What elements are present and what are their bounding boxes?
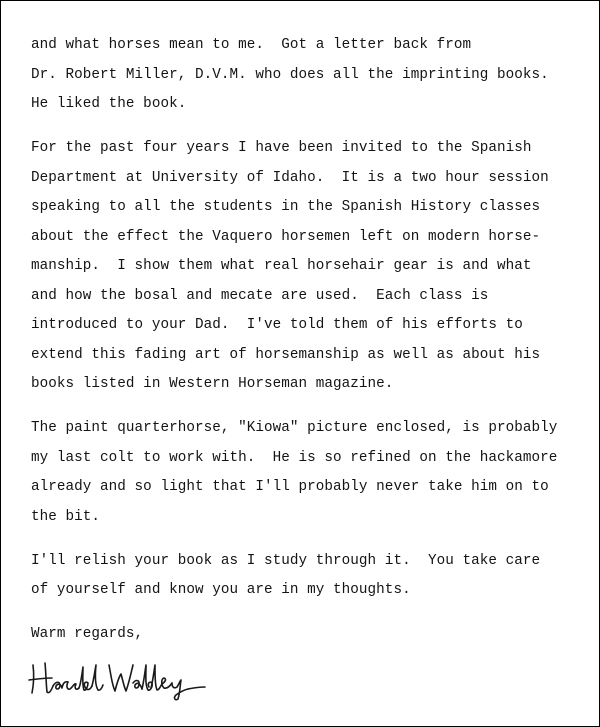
text-line: For the past four years I have been invited to the Spanish (31, 140, 532, 156)
text-line: already and so light that I'll probably never take him on to (31, 479, 549, 495)
text-line: the bit. (31, 508, 101, 525)
paragraph (31, 31, 591, 120)
paragraph (31, 414, 591, 532)
text-line: introduced to your Dad. I've told them of his efforts to (31, 317, 523, 333)
text-line: speaking to all the students in the Spanish History classes (31, 199, 541, 215)
text-line: Department at University of Idaho. It is a two hour session (31, 169, 549, 186)
text-line: Dr. Robert Miller, D.V.M. who does all the imprinting books. (31, 66, 549, 83)
text-line: He liked the book. (31, 96, 187, 112)
text-line: I'll relish your book as I study through it. You take care (31, 552, 541, 569)
text-line: and how the bosal and mecate are used. Each class is (31, 287, 489, 304)
text-line: of yourself and know you are in my thoughts. (31, 582, 411, 598)
text-line: The paint quarterhorse, "Kiowa" picture enclosed, is probably (31, 420, 558, 436)
text-line: extend this fading art of horsemanship as well as about his (31, 346, 541, 363)
text-line: manship. I show them what real horsehair gear is and what (31, 258, 532, 274)
text-line: about the effect the Vaquero horsemen left on modern horse- (31, 228, 541, 245)
paragraph (31, 547, 591, 606)
letter-body (31, 31, 591, 650)
closing-line: Warm regards, (31, 626, 144, 642)
handwritten-signature (25, 653, 221, 701)
text-line: and what horses mean to me. Got a letter back from (31, 37, 472, 53)
text-line: my last colt to work with. He is so refined on the hackamore (31, 449, 558, 466)
text-line: books listed in Western Horseman magazine. (31, 376, 394, 392)
paragraph (31, 134, 591, 400)
